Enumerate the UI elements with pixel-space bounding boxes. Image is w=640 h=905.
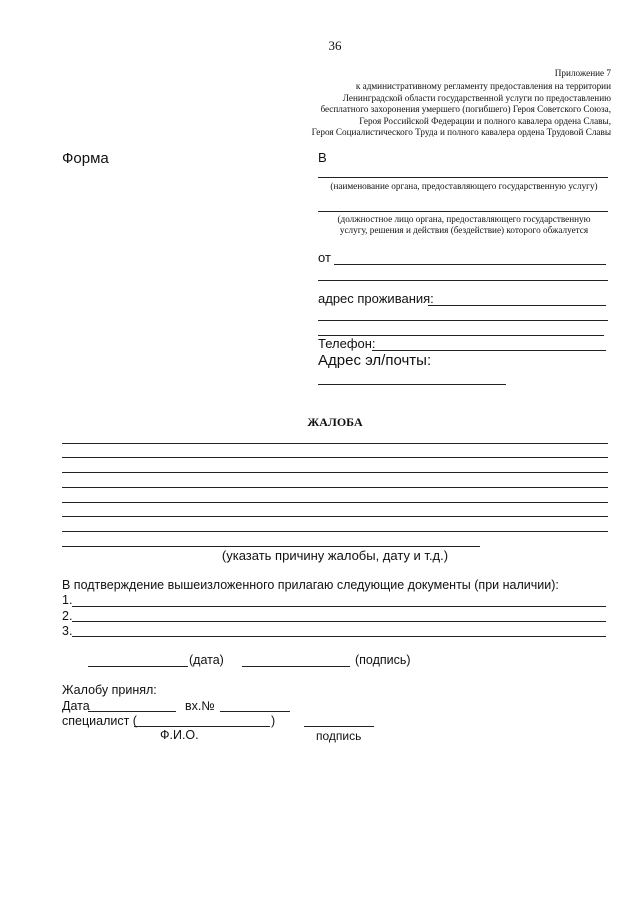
email-label: Адрес эл/почты: [318,352,432,369]
phone-line[interactable] [372,350,606,351]
complaint-line[interactable] [62,487,608,488]
annex-line: бесплатного захоронения умершего (погибшего) Героя Советского Союза, [320,104,611,115]
official-line[interactable] [318,211,608,212]
complaint-line[interactable] [62,531,608,532]
official-hint-1: (должностное лицо органа, предоставляющего государственную [337,214,591,224]
attachment-line[interactable] [72,621,606,622]
complaint-line[interactable] [62,546,480,547]
incoming-number-line[interactable] [220,711,290,712]
accepted-date-label: Дата [62,699,90,713]
annex-line: Ленинградской области государственной услуги по предоставлению [342,92,611,103]
page-number: 36 [328,38,342,53]
specialist-label: специалист ( [62,714,137,728]
complaint-title: ЖАЛОБА [307,415,363,429]
email-line[interactable] [318,384,506,385]
form-label: Форма [62,150,109,167]
incoming-number-label: вх.№ [185,699,215,713]
attachment-number: 2. [62,609,73,623]
attachment-number: 1. [62,593,73,607]
signature-line[interactable] [242,666,350,667]
from-line[interactable] [334,264,606,265]
accepted-title: Жалобу принял: [62,683,157,697]
date-line[interactable] [88,666,188,667]
address-line[interactable] [428,305,606,306]
phone-label: Телефон: [318,336,376,351]
complaint-line[interactable] [62,502,608,503]
annex-title: Приложение 7 [554,68,611,78]
complaint-line[interactable] [62,457,608,458]
address-label: адрес проживания: [318,291,434,306]
attachments-intro: В подтверждение вышеизложенного прилагаю следующие документы (при наличии): [62,578,559,592]
reason-hint: (указать причину жалобы, дату и т.д.) [221,548,449,563]
official-hint-2: услугу, решения и действия (бездействие) которого обжалуется [339,225,589,235]
organ-line[interactable] [318,177,608,178]
accepted-date-line[interactable] [88,711,176,712]
fio-label: Ф.И.О. [160,728,199,742]
signature-label: (подпись) [355,653,411,667]
complaint-line[interactable] [62,516,608,517]
annex-line: Героя Российской Федерации и полного кавалера ордена Славы, [359,115,611,126]
to-label: В [318,150,327,165]
address-line-2[interactable] [318,320,608,321]
specialist-signature-line[interactable] [304,726,374,727]
annex-line: к административному регламенту предоставления на территории [355,81,611,92]
accepted-signature-label: подпись [316,729,362,743]
complaint-line[interactable] [62,472,608,473]
date-label: (дата) [189,653,224,667]
annex-header [251,68,611,138]
attachment-line[interactable] [72,606,606,607]
from-label: от [318,250,331,265]
complaint-line[interactable] [62,443,608,444]
from-line-2[interactable] [318,280,608,281]
specialist-fio-line[interactable] [134,726,270,727]
attachment-line[interactable] [72,636,606,637]
attachment-number: 3. [62,624,73,638]
annex-line: Героя Социалистического Труда и полного кавалера ордена Трудовой Славы [311,127,611,138]
specialist-close-paren: ) [271,714,276,728]
organ-hint: (наименование органа, предоставляющего государственную услугу) [330,181,598,191]
